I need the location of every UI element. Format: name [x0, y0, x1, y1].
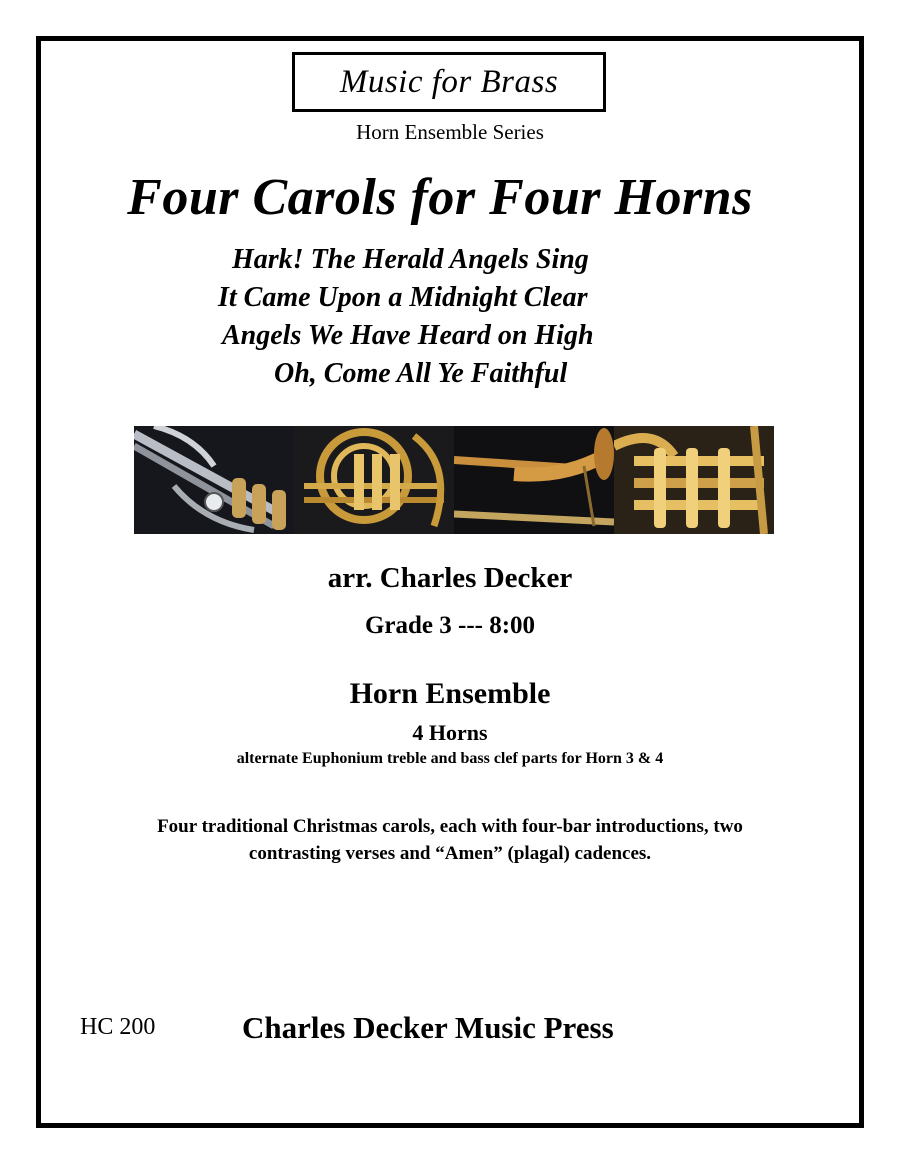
- carol-title-2: It Came Upon a Midnight Clear: [218, 282, 588, 313]
- description-line-2: contrasting verses and “Amen” (plagal) cadences.: [248, 843, 652, 864]
- publisher-name: Charles Decker Music Press: [242, 1010, 614, 1045]
- page-title: Four Carols for Four Horns: [127, 169, 753, 226]
- tuba-valves-photo: [614, 426, 774, 534]
- instrument-photo-strip: [134, 426, 774, 534]
- french-horn-photo: [294, 426, 454, 534]
- subseries-label: Horn Ensemble Series: [356, 120, 544, 144]
- carol-title-4: Oh, Come All Ye Faithful: [274, 358, 568, 389]
- series-banner: [292, 52, 606, 112]
- alternate-parts-note: alternate Euphonium treble and bass clef parts for Horn 3 & 4: [236, 750, 664, 767]
- carol-title-3: Angels We Have Heard on High: [222, 320, 594, 351]
- trombone-slide-photo: [454, 426, 614, 534]
- carol-title-1: Hark! The Herald Angels Sing: [232, 244, 589, 275]
- description-line-1: Four traditional Christmas carols, each with four-bar introductions, two: [157, 816, 743, 837]
- arranger-credit: arr. Charles Decker: [327, 562, 573, 594]
- ensemble-name: Horn Ensemble: [349, 677, 551, 710]
- instrumentation: 4 Horns: [412, 720, 488, 745]
- grade-duration: Grade 3 --- 8:00: [364, 612, 536, 639]
- catalog-number: HC 200: [80, 1014, 156, 1040]
- series-name: Music for Brass: [339, 63, 559, 100]
- trumpet-valves-photo: [134, 426, 294, 534]
